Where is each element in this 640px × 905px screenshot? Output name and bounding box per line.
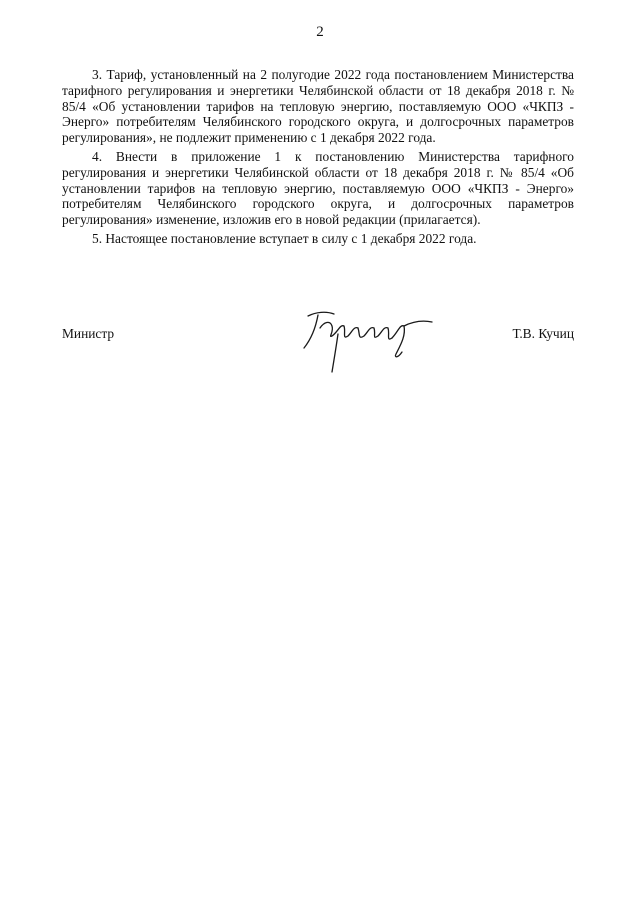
paragraph-5: 5. Настоящее постановление вступает в силу с 1 декабря 2022 года.: [92, 230, 477, 246]
signature-block: [62, 318, 574, 388]
paragraph-3: 3. Тариф, установленный на 2 полугодие 2022 года постановлением Министерства тарифного регулирования и энергетики Челябинской области от 18 декабря 2018 г. № 85/4 «Об установлении тарифов на тепловую энергию, поставляемую ООО «ЧКПЗ - Энерго» потребителям Челябинского городского округа, и долгосрочных параметров регулирования», не подлежит применению с 1 декабря 2022 года.: [62, 67, 574, 146]
page-number: 2: [316, 24, 324, 40]
signer-name: Т.В. Кучиц: [512, 326, 574, 341]
handwritten-signature: [294, 306, 444, 376]
paragraph-4: 4. Внести в приложение 1 к постановлению Министерства тарифного регулирования и энергетики Челябинской области от 18 декабря 2018 г. № 85/4 «Об установлении тарифов на тепловую энергию, поставляемую ООО «ЧКПЗ - Энерго» потребителям Челябинского городского округа, и долгосрочных параметров регулирования» изменение, изложив его в новой редакции (прилагается).: [62, 148, 574, 228]
document-body: [62, 67, 574, 247]
signer-title: Министр: [62, 326, 115, 341]
